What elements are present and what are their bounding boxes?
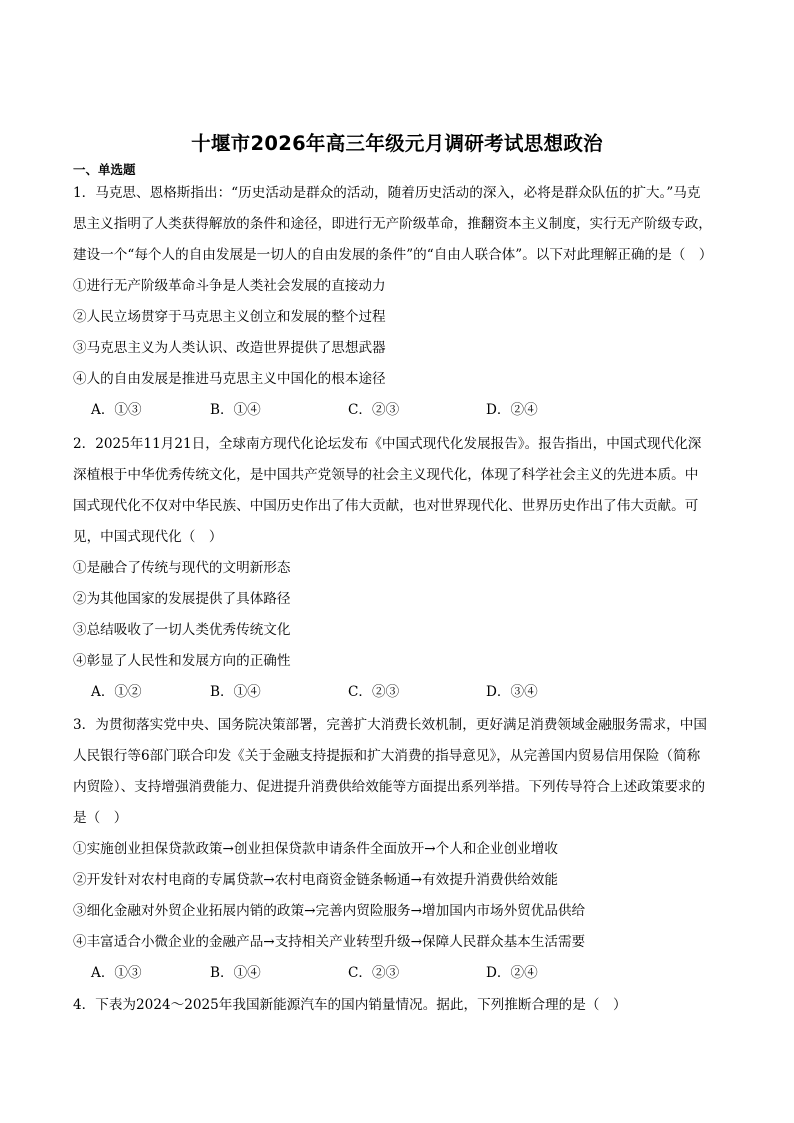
option-a: A．①② [91,684,142,700]
statement: ③细化金融对外贸企业拓展内销的政策→完善内贸险服务→增加国内市场外贸优品供给 [73,903,586,919]
question-stem-line: 人民银行等6部门联合印发《关于金融支持提振和扩大消费的指导意见》，从完善国内贸易信用保险（简称 [73,748,701,764]
option-d: D．②④ [486,402,538,418]
question-stem-line: 1．马克思、恩格斯指出：“历史活动是群众的活动，随着历史活动的深入，必将是群众队伍的扩大。”马克 [73,185,701,201]
statement: ②为其他国家的发展提供了具体路径 [73,591,291,607]
statement: ①是融合了传统与现代的文明新形态 [73,560,291,576]
question-stem-line: 建设一个“每个人的自由发展是一切人的自由发展的条件”的“自由人联合体”。以下对此理解正确的是（ ） [73,247,713,263]
question-stem-line: 是（ ） [73,810,128,826]
statement: ④人的自由发展是推进马克思主义中国化的根本途径 [73,371,386,387]
option-b: B．①④ [210,402,261,418]
option-c: C．②③ [348,684,400,700]
statement: ④彰显了人民性和发展方向的正确性 [73,653,291,669]
statement: ③马克思主义为人类认识、改造世界提供了思想武器 [73,340,386,356]
question-stem-line: 4．下表为2024～2025年我国新能源汽车的国内销量情况。据此，下列推断合理的是（ ） [73,997,627,1013]
question-stem-line: 国式现代化不仅对中华民族、中国历史作出了伟大贡献，也对世界现代化、世界历史作出了伟大贡献。可 [73,498,699,514]
page-title: 十堰市2026年高三年级元月调研考试思想政治 [191,132,603,155]
option-c: C．②③ [348,402,400,418]
question-stem-line: 2．2025年11月21日，全球南方现代化论坛发布《中国式现代化发展报告》。报告指出，中国式现代化深 [73,436,702,452]
option-d: D．③④ [486,684,538,700]
question-3 [73,710,725,989]
option-b: B．①④ [210,684,261,700]
statement: ①实施创业担保贷款政策→创业担保贷款申请条件全面放开→个人和企业创业增收 [73,841,558,857]
options-row [73,958,725,989]
question-stem-line: 见，中国式现代化（ ） [73,529,223,545]
option-b: B．①④ [210,965,261,981]
options-row [73,677,725,708]
statement: ①进行无产阶级革命斗争是人类社会发展的直接动力 [73,278,386,294]
question-4 [73,990,725,1021]
option-a: A．①③ [91,965,142,981]
option-c: C．②③ [348,965,400,981]
question-2 [73,429,725,708]
question-stem-line: 思主义指明了人类获得解放的条件和途径，即进行无产阶级革命，推翻资本主义制度，实行无产阶级专政， [73,216,712,232]
question-1 [73,178,725,426]
statement: ②开发针对农村电商的专属贷款→农村电商资金链条畅通→有效提升消费供给效能 [73,872,558,888]
question-stem-line: 内贸险）、支持增强消费能力、促进提升消费供给效能等方面提出系列举措。下列传导符合上述政策要求的 [73,779,706,795]
statement: ②人民立场贯穿于马克思主义创立和发展的整个过程 [73,309,386,325]
options-row [73,395,725,426]
option-d: D．②④ [486,965,538,981]
statement: ④丰富适合小微企业的金融产品→支持相关产业转型升级→保障人民群众基本生活需要 [73,934,586,950]
section-heading: 一、单选题 [73,162,136,177]
question-stem-line: 深植根于中华优秀传统文化，是中国共产党领导的社会主义现代化，体现了科学社会主义的先进本质。中 [73,467,699,483]
question-stem-line: 3．为贯彻落实党中央、国务院决策部署，完善扩大消费长效机制，更好满足消费领域金融服务需求，中国 [73,717,707,733]
option-a: A．①③ [91,402,142,418]
statement: ③总结吸收了一切人类优秀传统文化 [73,622,291,638]
